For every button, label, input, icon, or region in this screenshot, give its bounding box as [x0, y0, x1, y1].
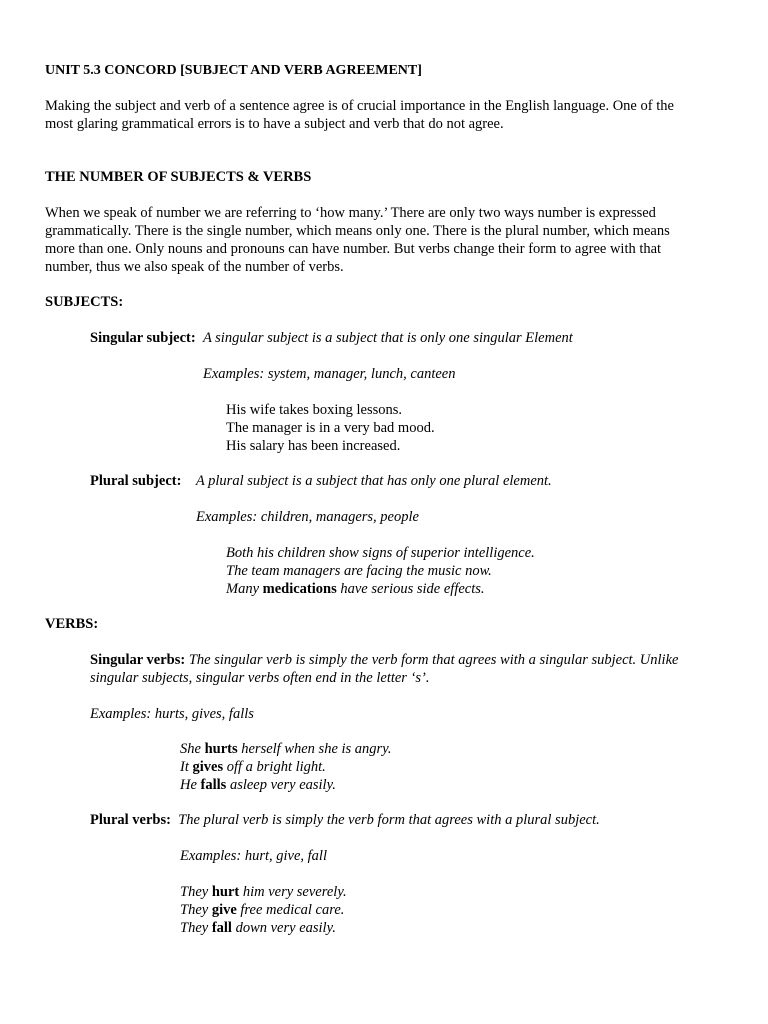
singular-subject-examples: Examples: system, manager, lunch, canteen: [203, 366, 456, 382]
sentence-verb-bold: fall: [211, 920, 232, 936]
plural-verbs-line: [90, 811, 600, 829]
subjects-heading: SUBJECTS:: [45, 294, 124, 310]
sentence-post: down very easily.: [231, 920, 336, 936]
sentence-verb-bold: gives: [192, 759, 224, 775]
sentence-pre: Many: [226, 581, 263, 597]
number-heading: THE NUMBER OF SUBJECTS & VERBS: [45, 169, 312, 185]
plural-verbs-sentence-2: [180, 901, 344, 919]
sentence-post: off a bright light.: [223, 759, 326, 775]
sentence-verb-bold: hurts: [204, 741, 238, 757]
singular-verbs-label: Singular verbs:: [90, 652, 186, 668]
number-line-1: When we speak of number we are referring to ‘how many.’ There are only two ways number is expressed: [45, 205, 656, 221]
plural-verbs-sentence-3: [180, 919, 336, 937]
plural-subject-sentence-1: Both his children show signs of superior intelligence.: [226, 545, 535, 561]
number-line-4: number, thus we also speak of the number of verbs.: [45, 259, 344, 275]
sentence-pre: They: [180, 920, 212, 936]
singular-verbs-sentence-2: [180, 758, 326, 776]
sentence-post: herself when she is angry.: [237, 741, 392, 757]
singular-verbs-definition-1: The singular verb is simply the verb form that agrees with a singular subject. Unlike: [188, 652, 679, 668]
singular-subject-definition: A singular subject is a subject that is only one singular Element: [202, 330, 573, 346]
plural-subject-line: [90, 472, 552, 490]
intro-line-1: Making the subject and verb of a sentence agree is of crucial importance in the English language. One of the: [45, 98, 674, 114]
plural-verbs-examples: Examples: hurt, give, fall: [180, 848, 327, 864]
singular-verbs-definition-2: singular subjects, singular verbs often end in the letter ‘s’.: [90, 670, 430, 686]
sentence-pre: They: [180, 884, 212, 900]
plural-subject-examples: Examples: children, managers, people: [196, 509, 419, 525]
plural-verbs-label: Plural verbs:: [90, 812, 171, 828]
singular-verbs-line: [90, 651, 678, 669]
plural-subject-sentence-3: [226, 580, 485, 598]
plural-subject-label: Plural subject:: [90, 473, 182, 489]
singular-subject-sentence-1: His wife takes boxing lessons.: [226, 402, 402, 418]
singular-subject-sentence-2: The manager is in a very bad mood.: [226, 420, 435, 436]
sentence-verb-bold: medications: [262, 581, 337, 597]
sentence-pre: It: [180, 759, 193, 775]
sentence-pre: He: [180, 777, 201, 793]
singular-subject-sentence-3: His salary has been increased.: [226, 438, 401, 454]
verbs-heading: VERBS:: [45, 616, 99, 632]
sentence-post: asleep very easily.: [226, 777, 336, 793]
plural-subject-definition: A plural subject is a subject that has only one plural element.: [195, 473, 552, 489]
sentence-verb-bold: falls: [200, 777, 227, 793]
unit-title: UNIT 5.3 CONCORD [SUBJECT AND VERB AGREEMENT]: [45, 63, 422, 78]
singular-verbs-examples: Examples: hurts, gives, falls: [90, 706, 254, 722]
sentence-post: him very severely.: [239, 884, 347, 900]
singular-verbs-sentence-1: [180, 740, 391, 758]
singular-subject-label: Singular subject:: [90, 330, 196, 346]
sentence-verb-bold: give: [211, 902, 237, 918]
sentence-pre: She: [180, 741, 205, 757]
sentence-post: have serious side effects.: [336, 581, 485, 597]
intro-line-2: most glaring grammatical errors is to have a subject and verb that do not agree.: [45, 116, 504, 132]
number-line-2: grammatically. There is the single number, which means only one. There is the plural number, which means: [45, 223, 670, 239]
singular-verbs-sentence-3: [180, 776, 336, 794]
sentence-post: free medical care.: [236, 902, 345, 918]
number-line-3: more than one. Only nouns and pronouns can have number. But verbs change their form to agree with that: [45, 241, 662, 257]
plural-subject-sentence-2: The team managers are facing the music now.: [226, 563, 492, 579]
plural-verbs-definition: The plural verb is simply the verb form that agrees with a plural subject.: [178, 812, 600, 828]
sentence-pre: They: [180, 902, 212, 918]
sentence-verb-bold: hurt: [211, 884, 240, 900]
plural-verbs-sentence-1: [180, 883, 347, 901]
singular-subject-line: [90, 329, 573, 347]
